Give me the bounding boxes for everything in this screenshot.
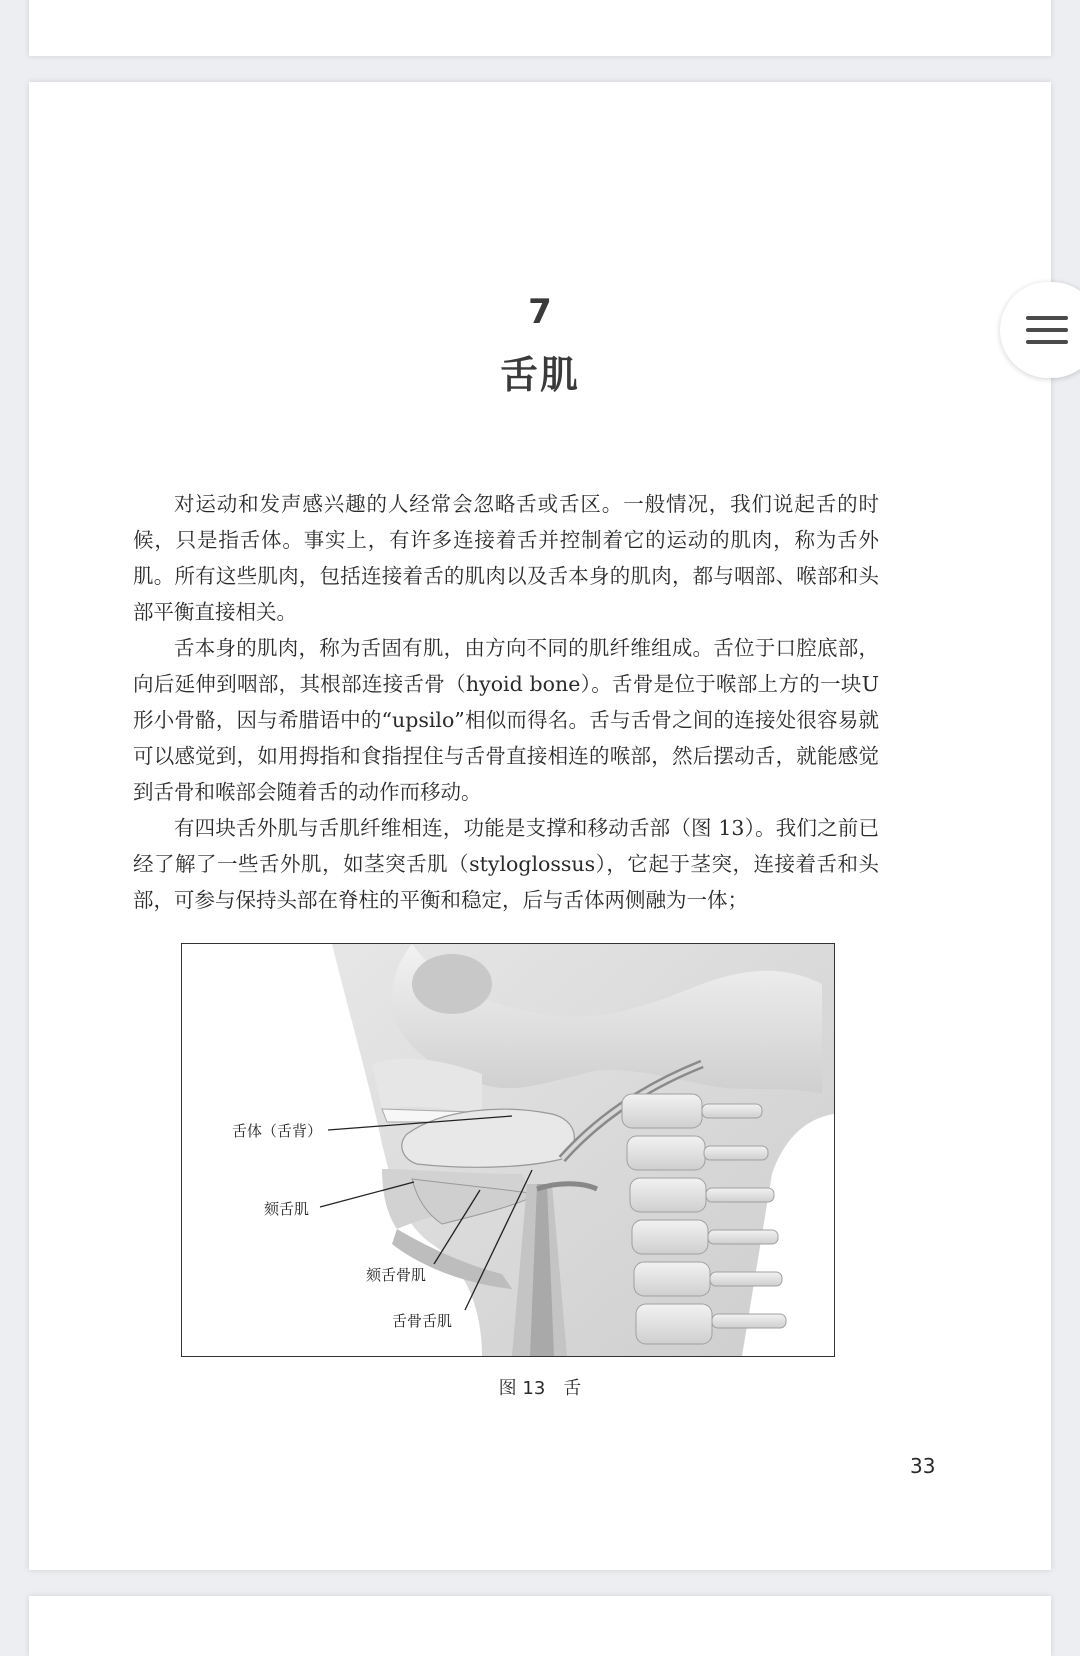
previous-page-sheet: [29, 0, 1051, 56]
body-text: [133, 486, 879, 918]
paragraph: 有四块舌外肌与舌肌纤维相连，功能是支撑和移动舌部（图 13）。我们之前已经了解了一些舌外肌，如茎突舌肌（styloglossus），它起于茎突，连接着舌和头部，可参与保持头部在脊柱的平衡和稳定，后与舌体两侧融为一体；: [133, 816, 879, 912]
label-tongue-body: 舌体（舌背）: [232, 1122, 323, 1140]
chapter-number: 7: [528, 292, 552, 332]
tongue-anatomy-illustration: [182, 944, 834, 1356]
paragraph: 对运动和发声感兴趣的人经常会忽略舌或舌区。一般情况，我们说起舌的时候，只是指舌体。事实上，有许多连接着舌并控制着它的运动的肌肉，称为舌外肌。所有这些肌肉，包括连接着舌的肌肉以及舌本身的肌肉，都与咽部、喉部和头部平衡直接相关。: [133, 492, 879, 624]
anatomy-figure: [181, 943, 835, 1357]
chapter-title: 舌肌: [499, 353, 580, 397]
figure-caption: 图 13 舌: [498, 1378, 582, 1399]
paragraph: 舌本身的肌肉，称为舌固有肌，由方向不同的肌纤维组成。舌位于口腔底部，向后延伸到咽部，其根部连接舌骨（hyoid bone）。舌骨是位于喉部上方的一块U形小骨骼，因与希腊语中的“upsilo”相似而得名。舌与舌骨之间的连接处很容易就可以感觉到，如用拇指和食指捏住与舌骨直接相连的喉部，然后摆动舌，就能感觉到舌骨和喉部会随着舌的动作而移动。: [133, 636, 879, 804]
book-page: [29, 82, 1051, 1570]
label-genioglossus: 颏舌肌: [264, 1200, 310, 1218]
label-geniohyoid: 颏舌骨肌: [366, 1266, 427, 1284]
next-page-sheet: [29, 1596, 1051, 1656]
page-number: 33: [910, 1454, 936, 1478]
label-hyoglossus: 舌骨舌肌: [392, 1312, 453, 1330]
